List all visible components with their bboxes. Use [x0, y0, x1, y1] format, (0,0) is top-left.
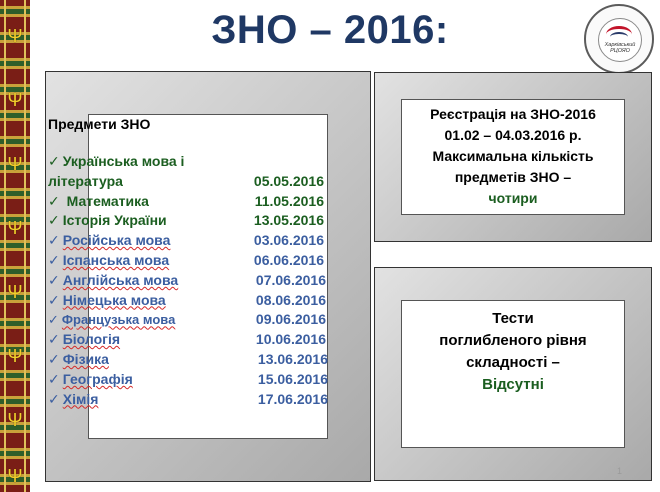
subject-date: 17.06.2016 — [257, 390, 328, 407]
trident-icon: Ψ — [7, 346, 23, 366]
registration-line: предметів ЗНО – — [454, 169, 572, 185]
subject-row — [48, 310, 334, 330]
subject-row — [48, 350, 334, 370]
page-number: 1 — [617, 466, 623, 476]
subject-name: Географія — [62, 370, 133, 387]
subjects-heading: Предмети ЗНО — [48, 116, 151, 132]
checkmark-icon: ✓ — [48, 192, 60, 209]
tests-status: Відсутні — [482, 376, 544, 393]
subject-date: 13.05.2016 — [253, 212, 324, 229]
subject-row — [48, 271, 334, 291]
checkmark-icon: ✓ — [48, 312, 59, 328]
subject-name: Математика — [66, 192, 149, 209]
subject-row — [48, 291, 334, 311]
trident-icon: Ψ — [7, 282, 23, 302]
subject-name: Українська мова і — [62, 153, 185, 169]
subject-date: 13.06.2016 — [257, 350, 328, 367]
subject-date: 10.06.2016 — [255, 331, 326, 348]
subject-name: Російська мова — [62, 232, 171, 249]
checkmark-icon: ✓ — [48, 291, 60, 308]
subject-date: 11.05.2016 — [254, 192, 324, 209]
subject-name: Хімія — [62, 390, 99, 407]
slide-title: ЗНО – 2016: — [211, 8, 449, 52]
checkmark-icon: ✓ — [48, 350, 60, 367]
subject-row — [48, 251, 334, 271]
tests-info — [400, 308, 626, 396]
decorative-ornament-strip — [0, 0, 30, 492]
tests-line: складності – — [466, 354, 560, 371]
subject-row — [48, 152, 334, 172]
subject-name: Біологія — [62, 331, 121, 348]
checkmark-icon: ✓ — [48, 232, 60, 249]
subject-name: Французька мова — [61, 312, 176, 328]
registration-line: Максимальна кількість — [432, 148, 594, 164]
trident-icon: Ψ — [7, 90, 23, 110]
subject-date: 15.06.2016 — [257, 370, 328, 387]
registration-max-subjects: чотири — [488, 190, 538, 206]
trident-icon: Ψ — [7, 26, 23, 46]
trident-icon: Ψ — [7, 410, 23, 430]
subject-date: 05.05.2016 — [253, 172, 324, 189]
checkmark-icon: ✓ — [48, 390, 60, 407]
logo-caption: Харківський РЦОЯО — [604, 42, 636, 54]
subject-row — [48, 330, 334, 350]
trident-icon: Ψ — [7, 154, 23, 174]
trident-icon: Ψ — [7, 218, 23, 238]
subject-name: Фізика — [62, 350, 109, 367]
registration-info — [400, 104, 626, 209]
subject-date: 08.06.2016 — [255, 291, 326, 308]
subject-row — [48, 211, 334, 231]
registration-dates: 01.02 – 04.03.2016 р. — [444, 127, 582, 143]
subject-row — [48, 192, 334, 212]
tests-line: поглибленого рівня — [439, 332, 587, 349]
subject-date: 07.06.2016 — [255, 271, 326, 288]
tests-line: Тести — [492, 310, 534, 327]
registration-line: Реєстрація на ЗНО-2016 — [430, 106, 596, 122]
checkmark-icon: ✓ — [48, 212, 60, 229]
subject-name: Історія України — [62, 212, 167, 229]
subject-date: 03.06.2016 — [253, 232, 324, 249]
checkmark-icon: ✓ — [48, 370, 60, 387]
subject-name: Англійська мова — [62, 271, 179, 288]
subjects-list — [48, 116, 334, 409]
subject-date: 09.06.2016 — [255, 311, 326, 328]
subject-name: Іспанська мова — [62, 251, 170, 268]
checkmark-icon: ✓ — [48, 251, 60, 268]
subject-row — [48, 172, 334, 192]
subject-date: 06.06.2016 — [253, 251, 324, 268]
subject-name: Німецька мова — [62, 291, 166, 308]
subject-row — [48, 390, 334, 410]
trident-icon: Ψ — [7, 466, 23, 486]
subject-row — [48, 370, 334, 390]
checkmark-icon: ✓ — [48, 331, 60, 348]
subject-row — [48, 231, 334, 251]
checkmark-icon: ✓ — [48, 153, 60, 169]
checkmark-icon: ✓ — [48, 271, 60, 288]
subject-name: література — [48, 172, 123, 189]
